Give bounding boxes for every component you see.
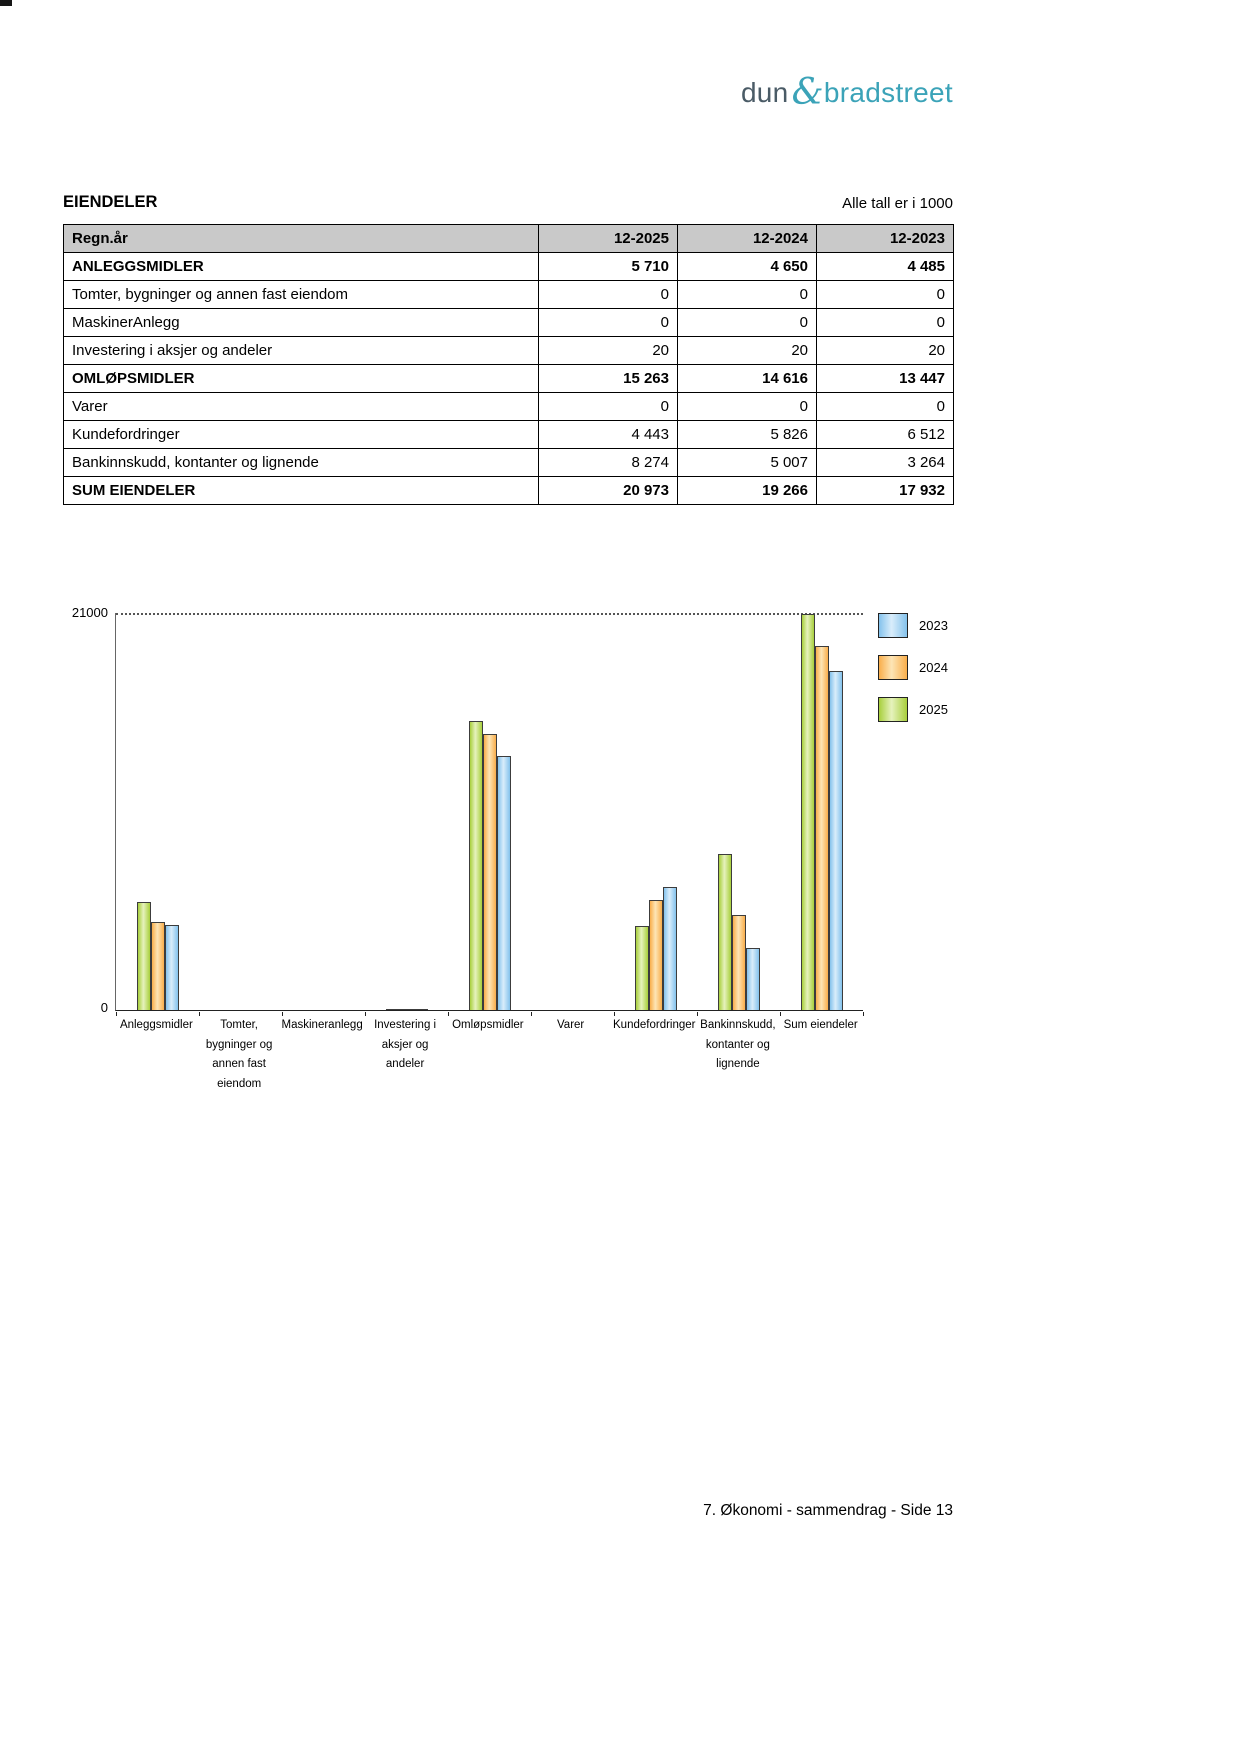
table-heading-row: [63, 193, 953, 212]
table-col-header: 12-2025: [539, 225, 678, 253]
row-value: 8 274: [539, 449, 678, 477]
table-header-row: [64, 225, 954, 253]
row-value: 20: [539, 337, 678, 365]
row-label: ANLEGGSMIDLER: [64, 253, 539, 281]
bar-2025: [635, 926, 649, 1010]
bar-2024: [815, 646, 829, 1010]
bar-2024: [151, 922, 165, 1010]
logo-text-bradstreet: bradstreet: [823, 77, 953, 108]
legend-item: [878, 613, 948, 638]
logo-text-dun: dun: [740, 77, 789, 108]
row-value: 5 710: [539, 253, 678, 281]
chart-legend: [878, 613, 948, 739]
category-label: Sum eiendeler: [783, 1019, 858, 1031]
bar-2023: [746, 948, 760, 1010]
row-label: Investering i aksjer og andeler: [64, 337, 539, 365]
category-label: Kundefordringer: [613, 1019, 696, 1031]
row-value: 19 266: [678, 477, 817, 505]
table-row: [64, 281, 954, 309]
table-col-header: Regn.år: [64, 225, 539, 253]
row-value: 13 447: [817, 365, 954, 393]
bar-2023: [829, 671, 843, 1010]
legend-item: [878, 697, 948, 722]
table-row: [64, 449, 954, 477]
bar-group: [116, 902, 199, 1010]
logo-ampersand-icon: &: [791, 72, 824, 113]
row-value: 17 932: [817, 477, 954, 505]
row-value: 4 443: [539, 421, 678, 449]
table-row: [64, 253, 954, 281]
row-value: 0: [539, 281, 678, 309]
row-label: Tomter, bygninger og annen fast eiendom: [64, 281, 539, 309]
legend-swatch: [878, 655, 908, 680]
row-value: 0: [817, 309, 954, 337]
category-label: Tomter, bygninger og annen fast eiendom: [205, 1019, 273, 1090]
section-title: EIENDELER: [63, 193, 158, 211]
row-label: Varer: [64, 393, 539, 421]
dnb-logo: [741, 70, 953, 111]
row-value: 0: [678, 281, 817, 309]
bar-2024: [483, 734, 497, 1010]
bar-2024: [732, 915, 746, 1010]
row-value: 5 007: [678, 449, 817, 477]
bar-2025: [137, 902, 151, 1010]
axis-tick: [863, 1012, 864, 1016]
row-value: 4 650: [678, 253, 817, 281]
row-value: 6 512: [817, 421, 954, 449]
bar-2025: [469, 721, 483, 1010]
row-value: 14 616: [678, 365, 817, 393]
row-label: MaskinerAnlegg: [64, 309, 539, 337]
row-label: Bankinnskudd, kontanter og lignende: [64, 449, 539, 477]
legend-swatch: [878, 613, 908, 638]
row-value: 0: [817, 281, 954, 309]
bar-group: [780, 614, 863, 1010]
category-label: Anleggsmidler: [119, 1019, 193, 1031]
row-value: 0: [678, 309, 817, 337]
bar-2023: [497, 756, 511, 1010]
row-value: 3 264: [817, 449, 954, 477]
chart-category-labels: [115, 1016, 862, 1094]
bar-group: [697, 854, 780, 1010]
table-col-header: 12-2023: [817, 225, 954, 253]
row-value: 20 973: [539, 477, 678, 505]
bar-2023: [165, 925, 179, 1010]
legend-label: 2024: [919, 660, 948, 675]
table-row: [64, 309, 954, 337]
row-value: 0: [539, 393, 678, 421]
row-value: 4 485: [817, 253, 954, 281]
category-label: Maskineranlegg: [281, 1019, 363, 1031]
legend-label: 2025: [919, 702, 948, 717]
category-label: Omløpsmidler: [452, 1019, 524, 1031]
row-label: SUM EIENDELER: [64, 477, 539, 505]
units-note: Alle tall er i 1000: [842, 195, 953, 212]
row-value: 0: [539, 309, 678, 337]
table-row: [64, 477, 954, 505]
bar-2023: [663, 887, 677, 1010]
table-row: [64, 393, 954, 421]
bar-2025: [718, 854, 732, 1010]
category-label: Bankinnskudd, kontanter og lignende: [700, 1019, 776, 1071]
category-label: Varer: [556, 1019, 585, 1031]
y-axis-max-label: 21000: [71, 605, 108, 620]
row-value: 0: [678, 393, 817, 421]
assets-table-body: [64, 253, 954, 505]
legend-label: 2023: [919, 618, 948, 633]
chart-groups: [116, 613, 863, 1010]
table-row: [64, 337, 954, 365]
row-value: 0: [817, 393, 954, 421]
bar-group: [448, 721, 531, 1010]
row-label: Kundefordringer: [64, 421, 539, 449]
bar-group: [614, 887, 697, 1010]
row-value: 5 826: [678, 421, 817, 449]
row-value: 15 263: [539, 365, 678, 393]
bar-2024: [649, 900, 663, 1010]
table-row: [64, 365, 954, 393]
table-col-header: 12-2024: [678, 225, 817, 253]
row-label: OMLØPSMIDLER: [64, 365, 539, 393]
legend-item: [878, 655, 948, 680]
y-axis-min-label: 0: [100, 1000, 108, 1015]
legend-swatch: [878, 697, 908, 722]
page-footer: 7. Økonomi - sammendrag - Side 13: [703, 1502, 953, 1519]
corner-artifact: [0, 0, 12, 6]
chart-plot-area: [115, 613, 863, 1011]
row-value: 20: [817, 337, 954, 365]
row-value: 20: [678, 337, 817, 365]
assets-table: [63, 224, 954, 505]
table-row: [64, 421, 954, 449]
bar-2025: [801, 614, 815, 1010]
category-label: Investering i aksjer og andeler: [374, 1019, 437, 1071]
